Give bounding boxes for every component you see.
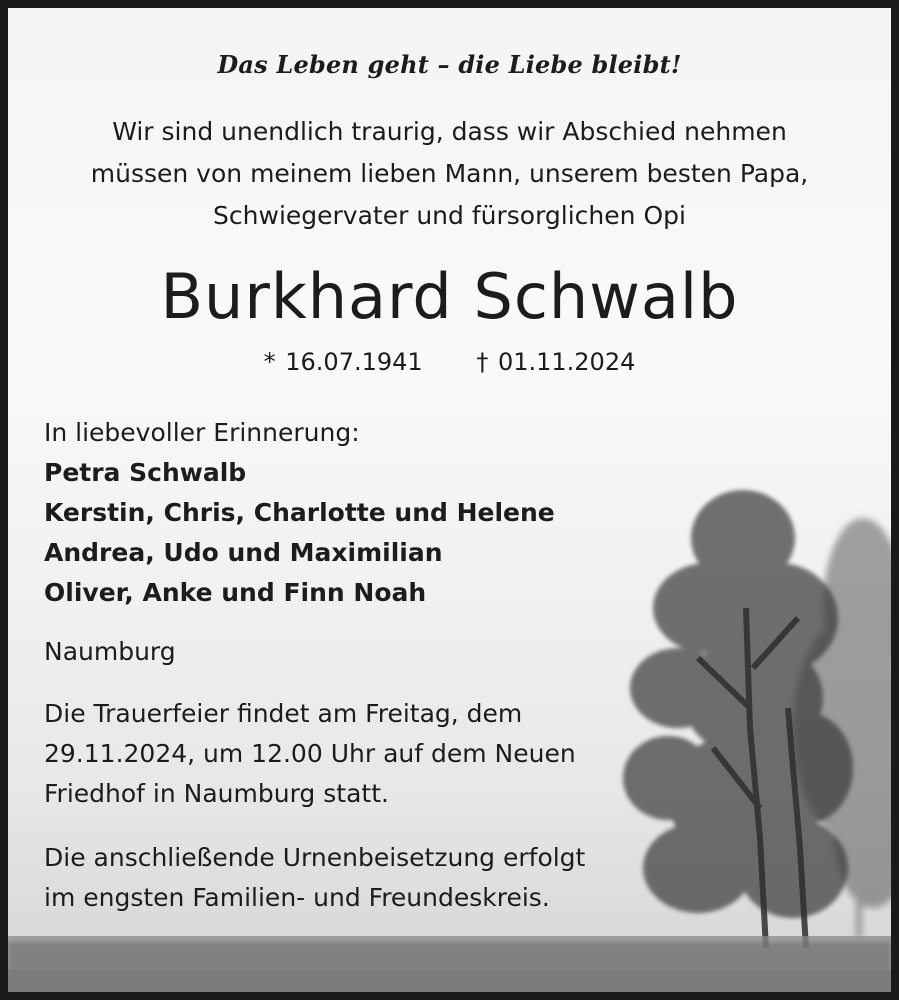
intro-line: Wir sind unendlich traurig, dass wir Abschied nehmen <box>112 117 787 146</box>
mourner-line: Petra Schwalb <box>44 458 247 487</box>
burial-line: Die anschließende Urnenbeisetzung erfolgt <box>44 843 586 872</box>
ceremony-info <box>44 694 576 814</box>
death-date: † 01.11.2024 <box>476 348 636 376</box>
mourner-line: Oliver, Anke und Finn Noah <box>44 578 427 607</box>
mourner-line: Andrea, Udo und Maximilian <box>44 538 443 567</box>
ceremony-line: Die Trauerfeier findet am Freitag, dem <box>44 699 523 728</box>
mourner-line: Kerstin, Chris, Charlotte und Helene <box>44 498 555 527</box>
ceremony-line: Friedhof in Naumburg statt. <box>44 779 389 808</box>
burial-line: im engsten Familien- und Freundeskreis. <box>44 883 550 912</box>
motto: Das Leben geht – die Liebe bleibt! <box>217 50 682 79</box>
life-dates <box>8 348 891 376</box>
intro-line: Schwiegervater und fürsorglichen Opi <box>213 201 686 230</box>
memory-heading: In liebevoller Erinnerung: <box>44 418 360 447</box>
mourners-list <box>44 453 555 613</box>
birth-date: * 16.07.1941 <box>263 348 423 376</box>
intro-line: müssen von meinem lieben Mann, unserem besten Papa, <box>90 159 809 188</box>
deceased-name: Burkhard Schwalb <box>160 260 739 333</box>
place: Naumburg <box>44 637 176 666</box>
ceremony-line: 29.11.2024, um 12.00 Uhr auf dem Neuen <box>44 739 576 768</box>
burial-info <box>44 838 585 918</box>
intro-text <box>8 111 891 237</box>
